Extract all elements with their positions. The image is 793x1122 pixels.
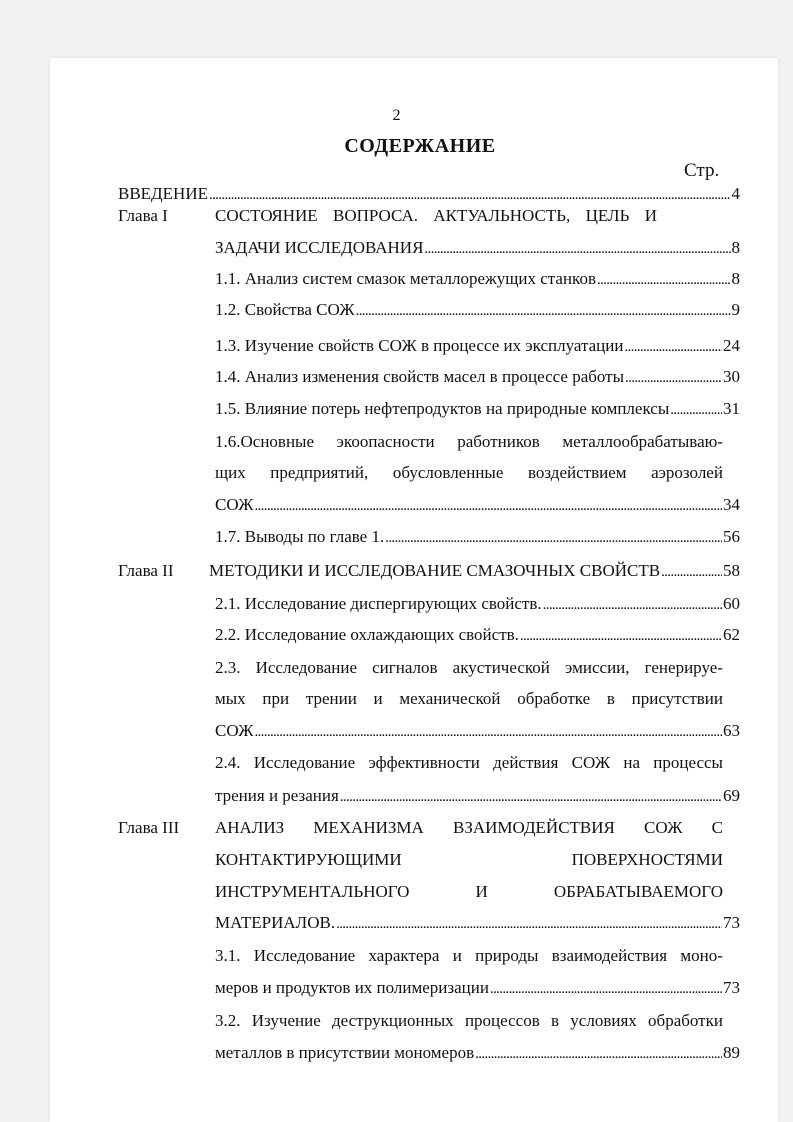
page-ref: 89 xyxy=(723,1043,740,1062)
leader-dots xyxy=(209,184,731,204)
toc-section-1-5[interactable]: 1.5. Влияние потерь нефтепродуктов на природные комплексы . . . 31 xyxy=(215,399,740,419)
toc-chapter3-title-cont[interactable]: КОНТАКТИРУЮЩИМИ ПОВЕРХНОСТЯМИ xyxy=(215,850,723,869)
toc-section-2-4[interactable]: 2.4. Исследование эффективности действия СОЖ на процессы xyxy=(215,753,723,772)
toc-section-1-4[interactable]: 1.4. Анализ изменения свойств масел в процессе работы . . . 30 xyxy=(215,367,740,387)
leader-dots xyxy=(490,978,722,998)
chapter-label: Глава II xyxy=(118,561,174,580)
toc-section-3-1[interactable]: 3.1. Исследование характера и природы взаимодействия моно- xyxy=(215,946,723,965)
page-ref: 30 xyxy=(723,367,740,386)
page-ref: 73 xyxy=(723,978,740,997)
leader-dots xyxy=(624,336,722,356)
toc-section-1-1[interactable]: 1.1. Анализ систем смазок металлорежущих станков . . . 8 xyxy=(215,269,740,289)
leader-dots xyxy=(385,527,722,547)
leader-dots xyxy=(340,786,722,806)
toc-section-1-6[interactable]: 1.6.Основные экоопасности работников металлообрабатываю- xyxy=(215,432,723,451)
page-ref: 8 xyxy=(731,238,740,257)
page-column-label: Стр. xyxy=(684,160,720,181)
page-ref: 31 xyxy=(723,399,740,418)
toc-section-2-1[interactable]: 2.1. Исследование диспергирующих свойств. . . . 60 xyxy=(215,594,740,614)
toc-section-2-3-cont[interactable]: мых при трении и механической обработке в присутствии xyxy=(215,689,723,708)
toc-chapter3-title[interactable]: АНАЛИЗ МЕХАНИЗМА ВЗАИМОДЕЙСТВИЯ СОЖ С xyxy=(215,818,723,837)
page-ref: 24 xyxy=(723,336,740,355)
page-ref: 34 xyxy=(723,495,740,514)
page-ref: 56 xyxy=(723,527,740,546)
leader-dots xyxy=(336,913,722,933)
toc-section-1-6-cont[interactable]: щих предприятий, обусловленные воздействием аэрозолей xyxy=(215,463,723,482)
leader-dots xyxy=(475,1043,722,1063)
toc-section-2-3[interactable]: 2.3. Исследование сигналов акустической эмиссии, генерируе- xyxy=(215,658,723,677)
toc-chapter2-title[interactable]: МЕТОДИКИ И ИССЛЕДОВАНИЕ СМАЗОЧНЫХ СВОЙСТВ . . . 58 xyxy=(209,561,740,581)
toc-chapter3-title-end[interactable]: МАТЕРИАЛОВ. . . . 73 xyxy=(215,913,740,933)
toc-section-3-1-cont[interactable]: меров и продуктов их полимеризации . . . 73 xyxy=(215,978,740,998)
chapter-label: Глава I xyxy=(118,206,168,225)
leader-dots xyxy=(661,561,722,581)
toc-section-2-2[interactable]: 2.2. Исследование охлаждающих свойств. . . . 62 xyxy=(215,625,740,645)
toc-chapter3-title-cont2[interactable]: ИНСТРУМЕНТАЛЬНОГО И ОБРАБАТЫВАЕМОГО xyxy=(215,882,723,901)
toc-chapter1-title-cont[interactable]: ЗАДАЧИ ИССЛЕДОВАНИЯ . . . 8 xyxy=(215,238,740,258)
leader-dots xyxy=(597,269,731,289)
toc-section-1-3[interactable]: 1.3. Изучение свойств СОЖ в процессе их эксплуатации . . . 24 xyxy=(215,336,740,356)
page-title: СОДЕРЖАНИЕ xyxy=(344,135,496,157)
leader-dots xyxy=(670,399,722,419)
page-ref: 69 xyxy=(723,786,740,805)
page-ref: 4 xyxy=(731,184,740,203)
page-ref: 9 xyxy=(731,300,740,319)
toc-section-2-4-cont[interactable]: трения и резания . . . 69 xyxy=(215,786,740,806)
leader-dots xyxy=(254,721,722,741)
toc-section-1-7[interactable]: 1.7. Выводы по главе 1. . . . 56 xyxy=(215,527,740,547)
toc-section-2-3-end[interactable]: СОЖ . . . 63 xyxy=(215,721,740,741)
toc-entry-intro[interactable]: ВВЕДЕНИЕ . . . 4 xyxy=(118,184,740,204)
page-number: 2 xyxy=(392,107,401,124)
toc-section-3-2-cont[interactable]: металлов в присутствии мономеров . . . 89 xyxy=(215,1043,740,1063)
toc-section-1-6-end[interactable]: СОЖ . . . 34 xyxy=(215,495,740,515)
toc-section-3-2[interactable]: 3.2. Изучение деструкционных процессов в условиях обработки xyxy=(215,1011,723,1030)
chapter-label: Глава III xyxy=(118,818,180,837)
page-ref: 60 xyxy=(723,594,740,613)
page-ref: 58 xyxy=(723,561,740,580)
toc-chapter1-title[interactable]: СОСТОЯНИЕ ВОПРОСА. АКТУАЛЬНОСТЬ, ЦЕЛЬ И xyxy=(215,206,657,225)
toc-section-1-2[interactable]: 1.2. Свойства СОЖ . . . 9 xyxy=(215,300,740,320)
page-ref: 8 xyxy=(731,269,740,288)
page-ref: 62 xyxy=(723,625,740,644)
leader-dots xyxy=(543,594,722,614)
leader-dots xyxy=(520,625,722,645)
leader-dots xyxy=(356,300,731,320)
leader-dots xyxy=(424,238,730,258)
leader-dots xyxy=(625,367,722,387)
leader-dots xyxy=(254,495,722,515)
page-ref: 63 xyxy=(723,721,740,740)
page-ref: 73 xyxy=(723,913,740,932)
